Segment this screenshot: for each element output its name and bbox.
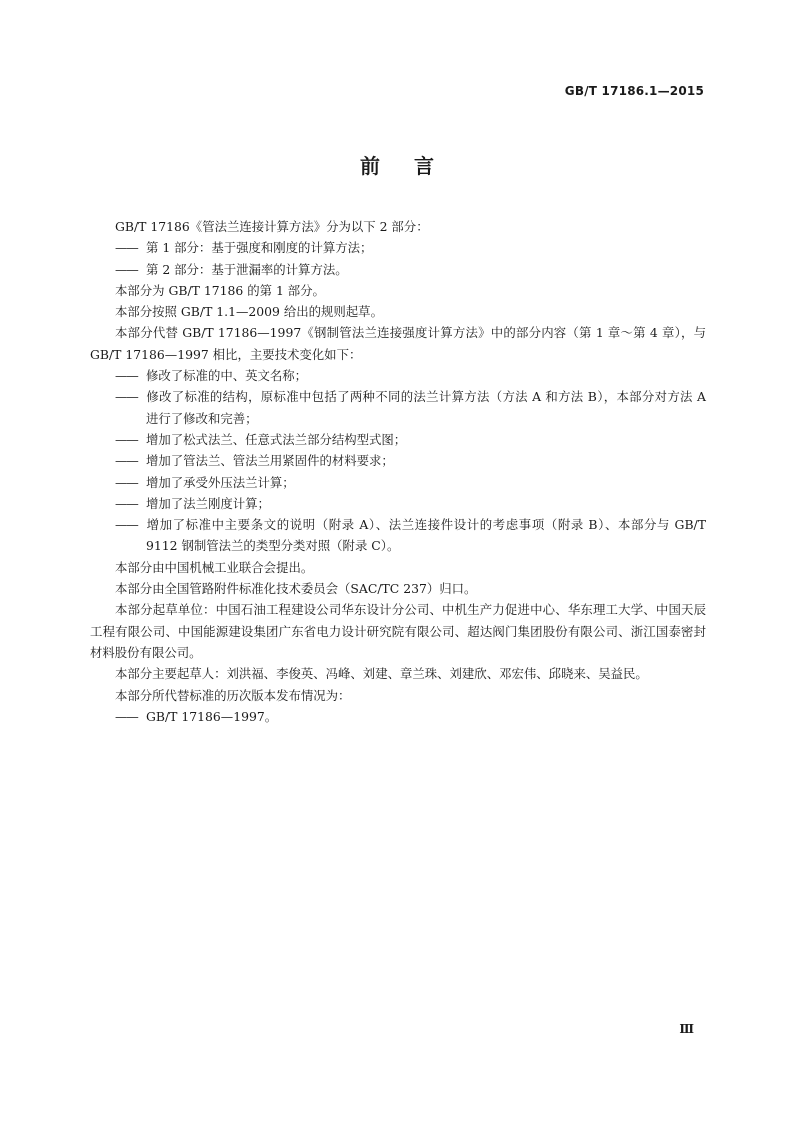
list-item-change-names — [90, 365, 706, 386]
list-item-text: 增加了法兰刚度计算； — [146, 495, 270, 511]
list-item-materials — [90, 450, 706, 471]
paragraph-administered-by: 本部分由全国管路附件标准化技术委员会（SAC/TC 237）归口。 — [115, 581, 477, 597]
list-item-annexes — [90, 514, 706, 557]
paragraph-this-part: 本部分为 GB/T 17186 的第 1 部分。 — [115, 282, 325, 298]
list-item-text: 增加了承受外压法兰计算； — [146, 474, 295, 490]
list-item-text: 增加了管法兰、管法兰用紧固件的材料要求； — [146, 453, 394, 469]
list-item-change-structure — [90, 386, 706, 429]
list-item-rigidity — [90, 493, 706, 514]
paragraph-drafting-units: 本部分起草单位：中国石油工程建设公司华东设计分公司、中机生产力促进中心、华东理工大学、中国天辰工程有限公司、中国能源建设集团广东省电力设计研究院有限公司、超达阀门集团股份有限公司、浙江国泰密封材料股份有限公司。 — [90, 602, 706, 660]
list-item-external-pressure — [90, 472, 706, 493]
dash-marker: —— — [115, 431, 138, 447]
dash-marker: —— — [115, 368, 138, 384]
list-item-text: 修改了标准的结构，原标准中包括了两种不同的法兰计算方法（方法 A 和方法 B），本部分对方法 A 进行了修改和完善； — [146, 389, 706, 426]
page-title: 前言 — [360, 154, 468, 178]
list-item-text: 增加了标准中主要条文的说明（附录 A）、法兰连接件设计的考虑事项（附录 B）、本部分与 GB/T 9112 钢制管法兰的类型分类对照（附录 C）。 — [146, 517, 706, 554]
paragraph-previous-editions: 本部分所代替标准的历次版本发布情况为： — [115, 687, 351, 703]
dash-marker: —— — [115, 453, 138, 469]
dash-marker: —— — [115, 261, 138, 277]
foreword-body — [90, 216, 706, 727]
standard-number-header: GB/T 17186.1—2015 — [564, 84, 704, 98]
list-item-part1 — [90, 237, 706, 258]
dash-marker: —— — [115, 708, 138, 724]
dash-marker: —— — [115, 495, 138, 511]
dash-marker: —— — [115, 240, 138, 256]
paragraph-parts-intro: GB/T 17186《管法兰连接计算方法》分为以下 2 部分： — [115, 219, 429, 234]
list-item-loose-flange — [90, 429, 706, 450]
dash-marker: —— — [115, 517, 138, 533]
list-item-previous-edition — [90, 706, 706, 727]
list-item-text: 修改了标准的中、英文名称； — [146, 368, 308, 384]
page-number: Ⅲ — [679, 1022, 694, 1036]
list-item-text: 第 2 部分：基于泄漏率的计算方法。 — [146, 261, 348, 277]
list-item-text: 第 1 部分：基于强度和刚度的计算方法； — [146, 240, 373, 256]
list-item-text: 增加了松式法兰、任意式法兰部分结构型式图； — [146, 431, 407, 447]
list-item-text: GB/T 17186—1997。 — [146, 708, 278, 724]
paragraph-proposed-by: 本部分由中国机械工业联合会提出。 — [115, 559, 314, 575]
paragraph-drafters: 本部分主要起草人：刘洪福、李俊英、冯峰、刘建、章兰珠、刘建欣、邓宏伟、邱晓来、吴益民。 — [115, 666, 648, 682]
paragraph-replaces: 本部分代替 GB/T 17186—1997《钢制管法兰连接强度计算方法》中的部分内容（第 1 章～第 4 章），与 GB/T 17186—1997 相比，主要技术变化如下： — [90, 325, 706, 362]
paragraph-drafting-rules: 本部分按照 GB/T 1.1—2009 给出的规则起草。 — [115, 304, 383, 320]
dash-marker: —— — [115, 389, 138, 405]
dash-marker: —— — [115, 474, 138, 490]
list-item-part2 — [90, 259, 706, 280]
